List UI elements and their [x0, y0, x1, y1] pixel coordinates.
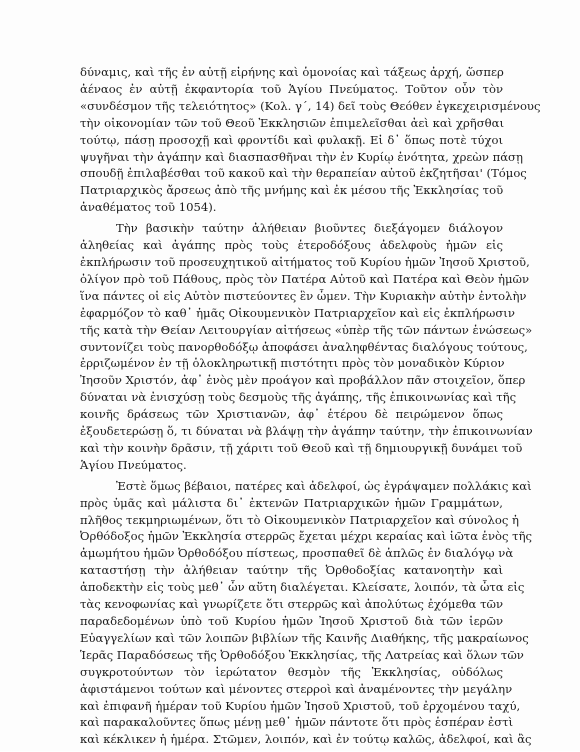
- text-line: συντονίζει τοὺς πανορθοδόξῳ ἀποφάσει ἀναληφθέντας διαλόγους τούτους,: [80, 339, 528, 354]
- text-line: ἵνα πάντες οἱ εἰς Αὐτὸν πιστεύοντες ἓν ὦμεν. Τὴν Κυριακὴν αὐτὴν ἐντολὴν: [80, 288, 527, 303]
- text-line: ἐρριζωμένον ἐν τῇ ὁλοκληρωτικῇ πιστότητι πρὸς τὸν μοναδικὸν Κύριον: [80, 356, 505, 371]
- text-line: ψυγῆναι τὴν ἀγάπην καὶ διασπασθῆναι τὴν ἐν Κυρίῳ ἑνότητα, χρεὼν πάσῃ: [80, 149, 523, 164]
- text-line: ἀέναος ἐν αὐτῇ ἐκφαντορία τοῦ Ἁγίου Πνεύματος. Τοῦτον οὖν τὸν: [80, 81, 503, 96]
- text-line: σπουδῇ ἐπιλαβέσθαι τοῦ κακοῦ καὶ τὴν θεραπείαν αὐτοῦ ἐκζητῆσαι' (Τόμος: [80, 166, 527, 181]
- paragraph-2: [80, 220, 533, 474]
- text-line: Ἐστὲ ὅμως βέβαιοι, πατέρες καὶ ἀδελφοί, ὡς ἐγράψαμεν πολλάκις καὶ: [116, 478, 532, 493]
- text-line: Ἁγίου Πνεύματος.: [80, 457, 187, 472]
- text-line: ἀληθείας καὶ ἀγάπης πρὸς τοὺς ἑτεροδόξους ἀδελφοὺς ἡμῶν εἰς: [80, 238, 503, 253]
- text-line: Ἱερᾶς Παραδόσεως τῆς Ὀρθοδόξου Ἐκκλησίας, τῆς Λατρείας καὶ ὅλων τῶν: [80, 647, 524, 662]
- text-line: ἀναθέματος τοῦ 1054).: [80, 200, 217, 215]
- text-line: ἐκπλήρωσιν τοῦ προσευχητικοῦ αἰτήματος τοῦ Κυρίου ἡμῶν Ἰησοῦ Χριστοῦ,: [80, 254, 530, 269]
- text-line: τὰς κενοφωνίας καὶ γνωρίζετε ὅτι στερρῶς καὶ ἀπολύτως ἐχόμεθα τῶν: [80, 597, 503, 612]
- text-line: ἐξουδετερώσῃ ὅ, τι δύναται νὰ βλάψῃ τὴν ἀγάπην ταύτην, τὴν ἐπικοινωνίαν: [80, 424, 533, 439]
- text-line: ἀποδεκτὴν εἰς τοὺς μεθ᾽ ὧν αὕτη διαλέγεται. Κλείσατε, λοιπόν, τὰ ὦτα εἰς: [80, 580, 525, 595]
- text-line: καὶ τὴν κοινὴν δρᾶσιν, τῇ χάριτι τοῦ Θεοῦ καὶ τῇ δημιουργικῇ δυνάμει τοῦ: [80, 440, 523, 455]
- text-line: πρὸς ὑμᾶς καὶ μάλιστα δι᾽ ἐκτενῶν Πατριαρχικῶν ἡμῶν Γραμμάτων,: [80, 495, 503, 510]
- text-line: συγκροτούντων τὸν ἱερώτατον θεσμὸν τῆς Ἐκκλησίας, οὐδόλως: [80, 664, 503, 679]
- document-body: [80, 64, 541, 752]
- text-line: Εὐαγγελίων καὶ τῶν λοιπῶν βιβλίων τῆς Καινῆς Διαθήκης, τῆς μακραίωνος: [80, 630, 529, 645]
- text-line: πλῆθος τεκμηριωμένων, ὅτι τὸ Οἰκουμενικὸν Πατριαρχεῖον καὶ σύνολος ἡ: [80, 512, 520, 527]
- text-line: καὶ ἐπιφανῆ ἡμέραν τοῦ Κυρίου ἡμῶν Ἰησοῦ Χριστοῦ, τοῦ ἐρχομένου ταχύ,: [80, 698, 521, 713]
- text-line: Ὀρθόδοξος ἡμῶν Ἐκκλησία στερρῶς ἔχεται μέχρι κεραίας καὶ ἰῶτα ἑνὸς τῆς: [80, 529, 533, 544]
- text-line: τὴν οἰκονομίαν τῶν τοῦ Θεοῦ Ἐκκλησιῶν ἐπιμελεῖσθαι ἀεὶ καὶ χρῆσθαι: [80, 115, 505, 130]
- text-line: καὶ κέκλικεν ἡ ἡμέρα. Στῶμεν, λοιπόν, καὶ ἐν τούτῳ καλῶς, ἀδελφοί, καὶ ἂς: [80, 732, 532, 747]
- text-line: κοινῆς δράσεως τῶν Χριστιανῶν, ἀφ᾽ ἑτέρου δὲ πειρώμενον ὅπως: [80, 407, 503, 422]
- text-line: καὶ παρακαλοῦντες ὅπως μένῃ μεθ᾽ ἡμῶν πάντοτε ὅτι πρὸς ἑσπέραν ἐστὶ: [80, 715, 514, 730]
- text-line: παραδεδομένων ὑπὸ τοῦ Κυρίου ἡμῶν Ἰησοῦ Χριστοῦ διὰ τῶν ἱερῶν: [80, 614, 503, 628]
- text-line: ἐφαρμόζον τὸ καθ᾽ ἡμᾶς Οἰκουμενικὸν Πατριαρχεῖον καὶ εἰς ἐκπλήρωσιν: [80, 305, 515, 320]
- text-line: ἀμωμήτου ἡμῶν Ὀρθοδόξου πίστεως, προσπαθεῖ δὲ ἁπλῶς ἐν διαλόγῳ νὰ: [80, 546, 514, 561]
- text-line: τούτῳ, πάσῃ προσοχῇ καὶ φροντίδι καὶ φυλακῇ. Εἰ δ᾽ ὅπως ποτὲ τύχοι: [80, 132, 503, 147]
- paragraph-1: [80, 64, 541, 216]
- text-line: τῆς κατὰ τὴν Θείαν Λειτουργίαν αἰτήσεως «ὑπὲρ τῆς τῶν πάντων ἑνώσεως»: [80, 322, 533, 337]
- text-line: Ἰησοῦν Χριστόν, ἀφ᾽ ἑνὸς μὲν προάγον καὶ προβάλλον πᾶν στοιχεῖον, ὅπερ: [80, 373, 526, 388]
- text-line: Τὴν βασικὴν ταύτην ἀλήθειαν βιοῦντες διεξάγομεν διάλογον: [116, 221, 503, 236]
- text-line: ὀλίγον πρὸ τοῦ Πάθους, πρὸς τὸν Πατέρα Αὐτοῦ καὶ Πατέρα καὶ Θεὸν ἡμῶν: [80, 271, 530, 286]
- text-line: δύναμις, καὶ τῆς ἐν αὐτῇ εἰρήνης καὶ ὁμονοίας καὶ τάξεως ἀρχή, ὥσπερ: [80, 65, 504, 79]
- text-line: ἀφιστάμενοι τούτων καὶ μένοντες στερροὶ καὶ ἀναμένοντες τὴν μεγάλην: [80, 681, 513, 696]
- text-line: δύναται νὰ ἐνισχύσῃ τοὺς δεσμοὺς τῆς ἀγάπης, τῆς ἐπικοινωνίας καὶ τῆς: [80, 390, 517, 405]
- paragraph-3: [80, 478, 533, 749]
- text-line: καταστήσῃ τὴν ἀλήθειαν ταύτην τῆς Ὀρθοδοξίας κατανοητὴν καὶ: [80, 563, 503, 578]
- text-line: «συνδέσμον τῆς τελειότητος» (Κολ. γ΄, 14) δεῖ τοὺς Θεόθεν ἐγκεχειρισμένους: [80, 98, 541, 113]
- text-line: Πατριαρχικὸς ἄρσεως ἀπὸ τῆς μνήμης καὶ ἐκ μέσου τῆς Ἐκκλησίας τοῦ: [80, 183, 504, 198]
